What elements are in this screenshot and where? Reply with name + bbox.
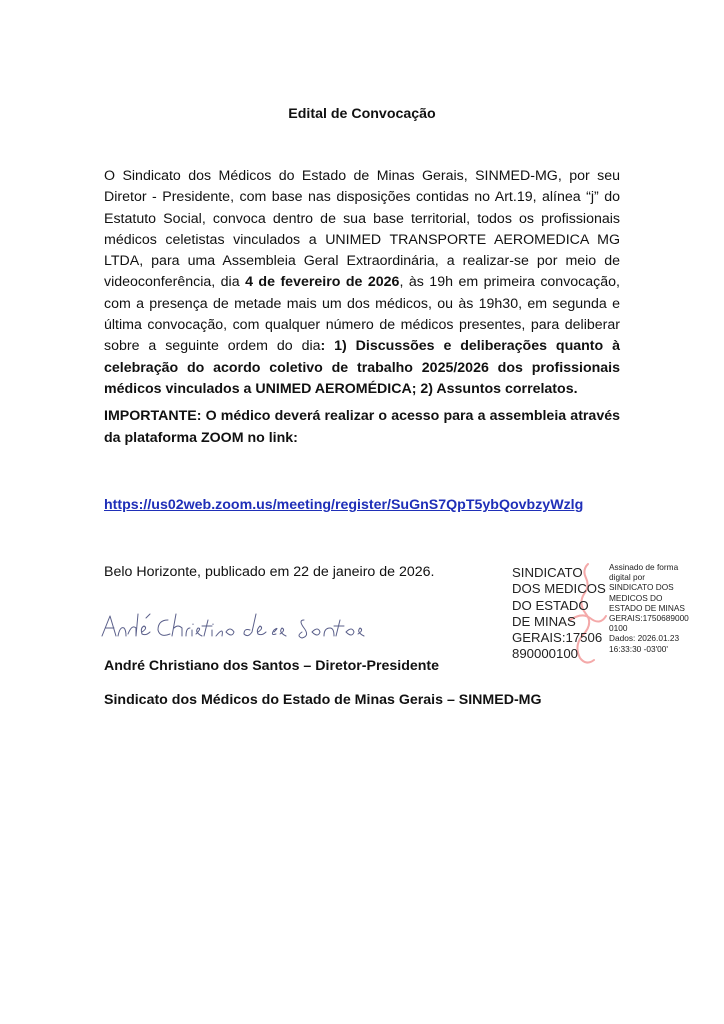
document-title: Edital de Convocação xyxy=(288,106,436,122)
signature-name-line: GERAIS:17506 xyxy=(512,630,603,646)
notice-body xyxy=(104,166,620,453)
meeting-date: 4 de fevereiro de 2026 xyxy=(245,274,400,291)
organization-name: Sindicato dos Médicos do Estado de Minas Gerais – SINMED-MG xyxy=(104,692,542,708)
place-and-date: Belo Horizonte, publicado em 22 de janeiro de 2026. xyxy=(104,564,435,580)
signature-name-line: DO ESTADO xyxy=(512,597,589,613)
signature-name-line: DE MINAS xyxy=(512,613,576,629)
signature-detail-line: Assinado de forma xyxy=(609,562,679,572)
paragraph-middle: , às 19h em primeira convocação, com a presença de metade mais um dos médicos, ou às 19h30, em segunda e última convocação, com qualquer número de médicos presentes, para deliberar sobre a seguinte ordem do dia xyxy=(104,274,620,355)
agenda-items: : 1) Discussões e deliberações quanto à celebração do acordo coletivo de trabalho 2025/2026 dos profissionais médicos vinculados a UNIMED AEROMÉDICA; 2) Assuntos correlatos. xyxy=(104,338,620,397)
zoom-registration-link[interactable]: https://us02web.zoom.us/meeting/register/SuGnS7QpT5ybQovbzyWzlg xyxy=(104,497,584,513)
signature-detail-line: 16:33:30 -03'00' xyxy=(609,643,668,654)
signature-name-line: SINDICATO xyxy=(512,565,583,580)
signature-detail-line: GERAIS:1750689000 xyxy=(609,613,689,624)
signature-detail-line: digital por xyxy=(609,572,645,583)
signature-detail-line: 0100 xyxy=(609,623,628,634)
digital-signature-name xyxy=(512,565,612,663)
handwritten-signature xyxy=(98,606,428,646)
paragraph-intro: O Sindicato dos Médicos do Estado de Minas Gerais, SINMED-MG, por seu Diretor - Presidente, com base nas disposições contidas no Art.19, alínea “j” do Estatuto Social, convoca dentro de sua base territorial, todos os profissionais médicos celetistas vinculados a UNIMED TRANSPORTE AEROMEDICA MG LTDA, para uma Assembleia Geral Extraordinária, a realizar-se por meio de videoconferência, dia xyxy=(104,168,620,291)
important-notice: IMPORTANTE: O médico deverá realizar o acesso para a assembleia através da plataforma ZOOM no link: xyxy=(104,408,620,446)
signature-detail-line: Dados: 2026.01.23 xyxy=(609,633,680,644)
signature-name-line: DOS MEDICOS xyxy=(512,581,606,597)
signer-name: André Christiano dos Santos – Diretor-Presidente xyxy=(104,658,440,674)
signature-detail-line: SINDICATO DOS xyxy=(609,582,674,593)
signature-detail-line: MEDICOS DO xyxy=(609,592,663,603)
signature-detail-line: ESTADO DE MINAS xyxy=(609,602,685,613)
signature-name-line: 890000100 xyxy=(512,646,579,662)
digital-signature-details xyxy=(609,562,709,654)
convocation-paragraph xyxy=(104,166,620,400)
